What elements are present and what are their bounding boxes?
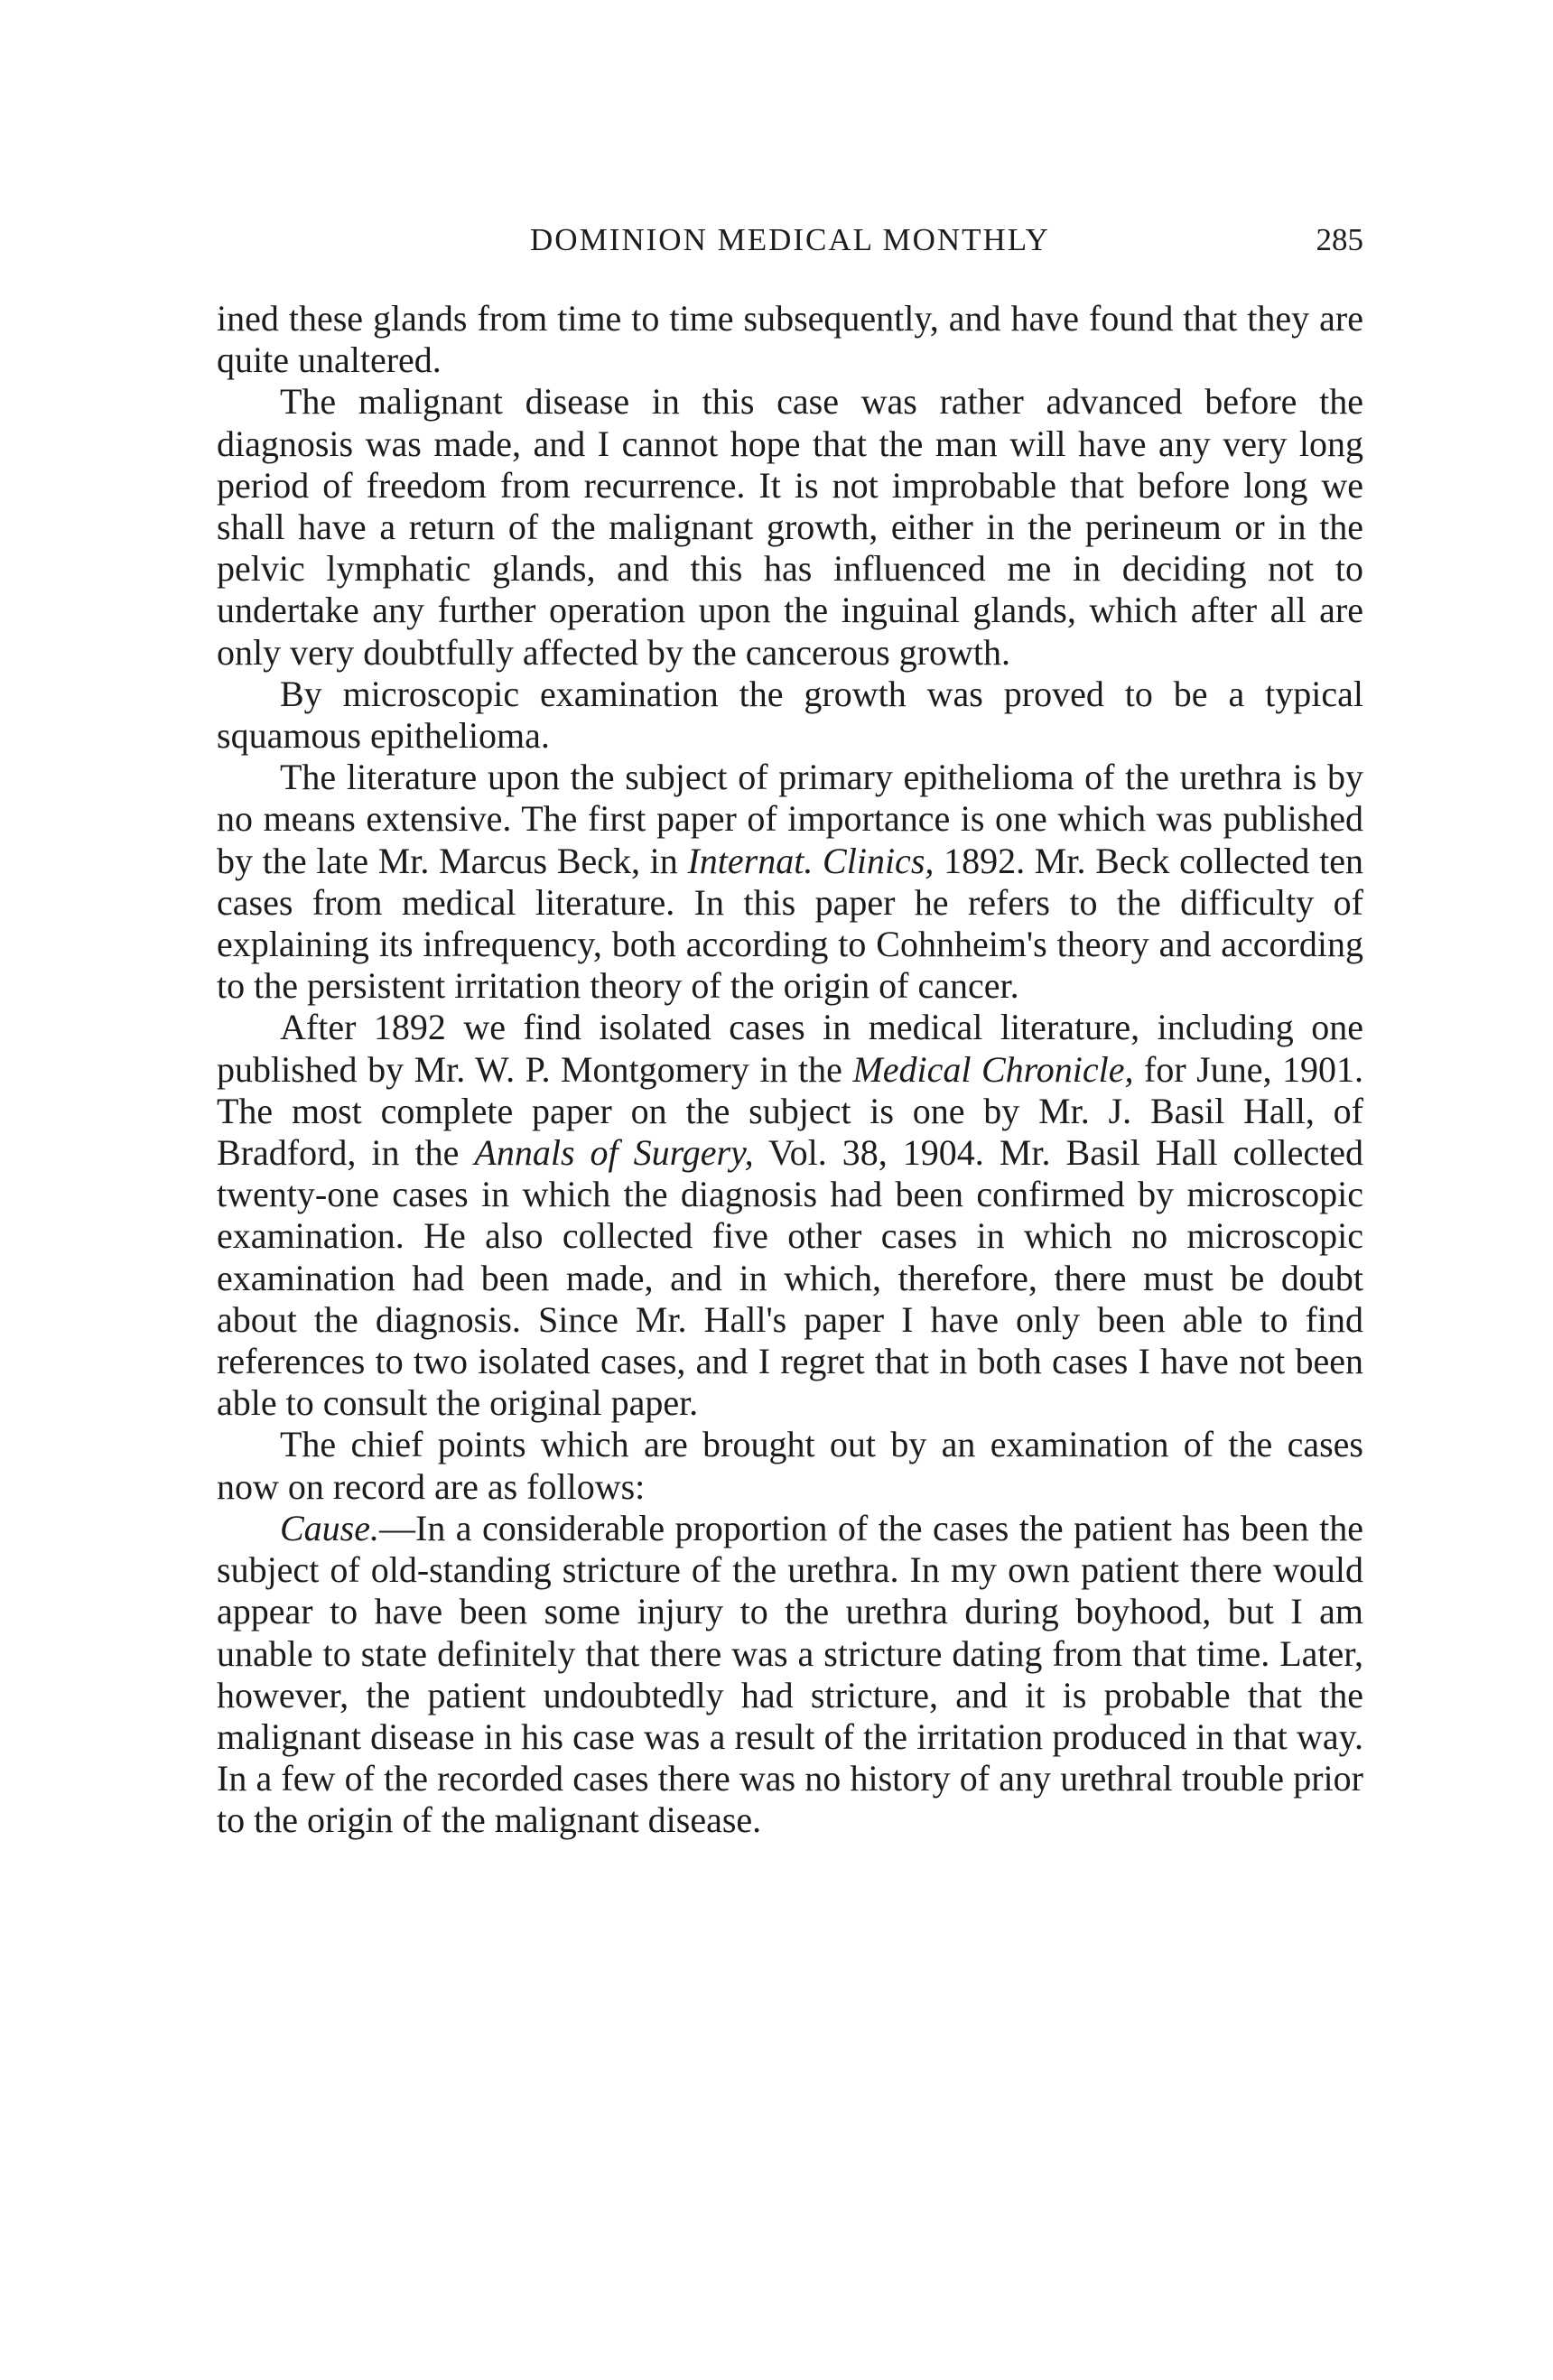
paragraph-text: —In a considerable proportion of the cases the patient has been the subject of old-standing stricture of the urethra. In my own patient there would appear to have been some injury to the urethra during boyhood, but I am unable to state definitely that there was a stricture dating from that time. Later, however, the patient undoubtedly had stricture, and it is probable that the malignant disease in his case was a result of the irritation produced in that way. In a few of the recorded cases there was no history of any urethral trouble prior to the origin of the malignant disease. [217,1507,1363,1841]
running-title: DOMINION MEDICAL MONTHLY [530,222,1050,257]
paragraph-cause [217,1508,1363,1842]
page-header [217,213,1363,267]
paragraph-microscopy: By microscopic examination the growth was proved to be a typical squamous epithelioma. [217,673,1363,757]
page-number: 285 [1316,222,1363,257]
paragraph-text: Vol. 38, 1904. Mr. Basil Hall collected twenty-one cases in which the diagnosis had been confirmed by microscopic examination. He also collected five other cases in which no microscopic examination had been made, and in which, therefore, there must be doubt about the diagnosis. Since Mr. Hall's paper I have only been able to find references to two isolated cases, and I regret that in both cases I have not been able to consult the original paper. [217,1132,1363,1424]
journal-title: Annals of Surgery, [474,1132,754,1174]
journal-title: Internat. Clinics, [687,840,935,881]
article-body [217,298,1363,1842]
paragraph-text: for June, 1901. The most complete paper on the subject is one by Mr. J. Basil Hall, of Bradford, in the [217,1048,1364,1174]
paragraph-prognosis: The malignant disease in this case was rather advanced before the diagnosis was made, and I cannot hope that the man will have any very long period of freedom from recurrence. It is not improbable that before long we shall have a return of the malignant growth, either in the perineum or in the pelvic lymphatic glands, and this has influenced me in deciding not to undertake any further operation upon the inguinal glands, which after all are only very doubtfully affected by the cancerous growth. [217,381,1363,673]
paragraph-text: After 1892 we find isolated cases in medical literature, including one published by Mr. W. P. Montgomery in the [217,1007,1363,1090]
section-heading: Cause. [280,1507,379,1548]
paragraph-chief-points: The chief points which are brought out by an examination of the cases now on record are as follows: [217,1424,1363,1507]
paragraph-text: 1892. Mr. Beck collected ten cases from medical literature. In this paper he refers to the difficulty of explaining its infrequency, both according to Cohnheim's theory and according to the persistent irritation theory of the origin of cancer. [217,840,1363,1007]
paragraph-later-cases [217,1007,1363,1424]
paragraph-literature [217,757,1363,1007]
journal-title: Medical Chronicle, [852,1048,1134,1090]
paragraph-continued: ined these glands from time to time subsequently, and have found that they are quite unaltered. [217,298,1363,381]
paragraph-text: The literature upon the subject of primary epithelioma of the urethra is by no means extensive. The first paper of importance is one which was published by the late Mr. Marcus Beck, in [217,757,1363,881]
